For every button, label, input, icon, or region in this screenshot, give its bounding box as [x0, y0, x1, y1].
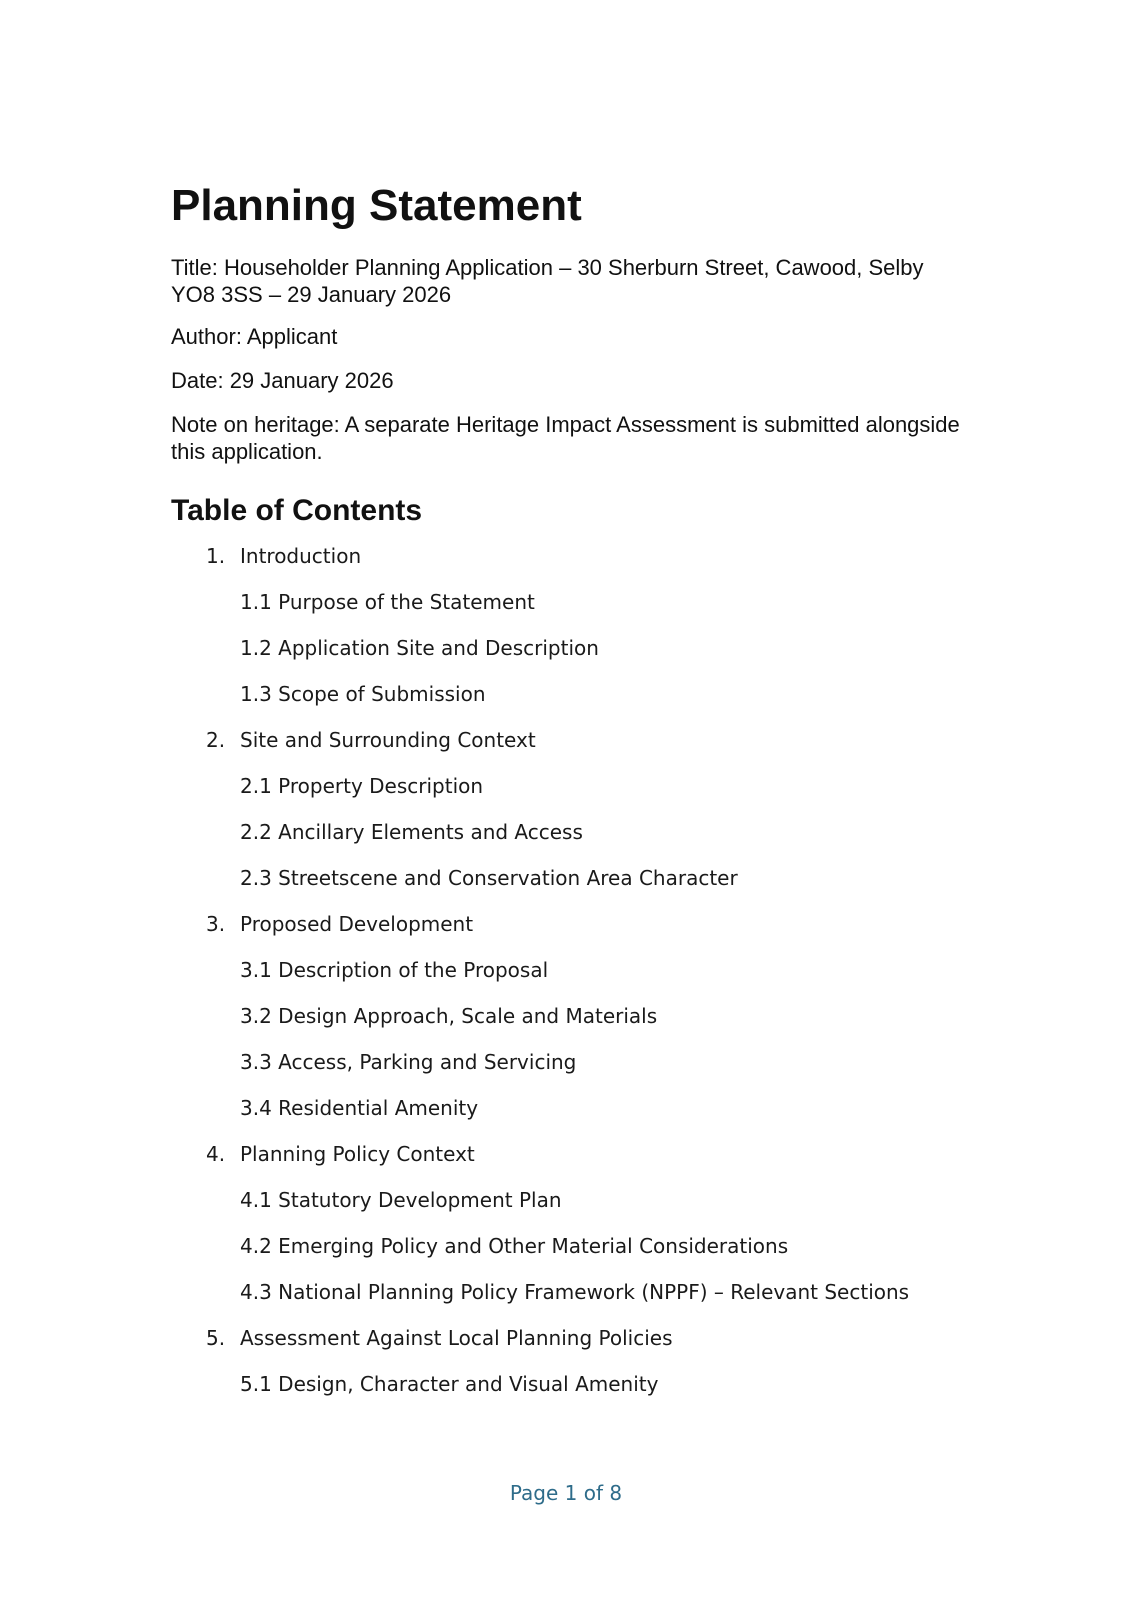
toc-item-label: Proposed Development	[240, 912, 474, 936]
toc-heading: Table of Contents	[171, 494, 423, 527]
toc-item-label: 3.2 Design Approach, Scale and Materials	[240, 1004, 658, 1028]
document-title: Planning Statement	[171, 181, 582, 230]
toc-item-label: 1.2 Application Site and Description	[240, 636, 599, 660]
toc-item-label: 3.1 Description of the Proposal	[240, 958, 549, 982]
meta-title-line: Title: Householder Planning Application – 30 Sherburn Street, Cawood, Selby YO8 3SS – 29 January 2026	[171, 255, 924, 307]
toc-item-label: Assessment Against Local Planning Policies	[240, 1326, 673, 1350]
toc-item-number: 2.	[206, 728, 226, 752]
toc-item-number: 3.	[206, 912, 226, 936]
meta-date-line: Date: 29 January 2026	[171, 368, 394, 393]
heritage-note: Note on heritage: A separate Heritage Impact Assessment is submitted alongside this application.	[171, 412, 960, 464]
toc-item-label: 4.2 Emerging Policy and Other Material Considerations	[240, 1234, 789, 1258]
toc-item-label: 3.3 Access, Parking and Servicing	[240, 1050, 577, 1074]
page-number: Page 1 of 8	[509, 1481, 623, 1505]
toc-item-label: Planning Policy Context	[240, 1142, 475, 1166]
toc-item-label: Introduction	[240, 544, 362, 568]
toc-item-number: 1.	[206, 544, 226, 568]
toc-item-label: 4.1 Statutory Development Plan	[240, 1188, 562, 1212]
toc-item-number: 4.	[206, 1142, 226, 1166]
toc-item-label: 2.3 Streetscene and Conservation Area Character	[240, 866, 738, 890]
toc-item-number: 5.	[206, 1326, 226, 1350]
toc-item-label: 2.2 Ancillary Elements and Access	[240, 820, 583, 844]
toc-item-label: 1.3 Scope of Submission	[240, 682, 486, 706]
toc-item-label: 1.1 Purpose of the Statement	[240, 590, 535, 614]
toc-item-label: 2.1 Property Description	[240, 774, 484, 798]
toc-item-label: 4.3 National Planning Policy Framework (NPPF) – Relevant Sections	[240, 1280, 910, 1304]
toc-item-label: Site and Surrounding Context	[240, 728, 536, 752]
meta-author-line: Author: Applicant	[171, 324, 338, 349]
toc-item-label: 3.4 Residential Amenity	[240, 1096, 479, 1120]
toc-item-label: 5.1 Design, Character and Visual Amenity	[240, 1372, 659, 1396]
